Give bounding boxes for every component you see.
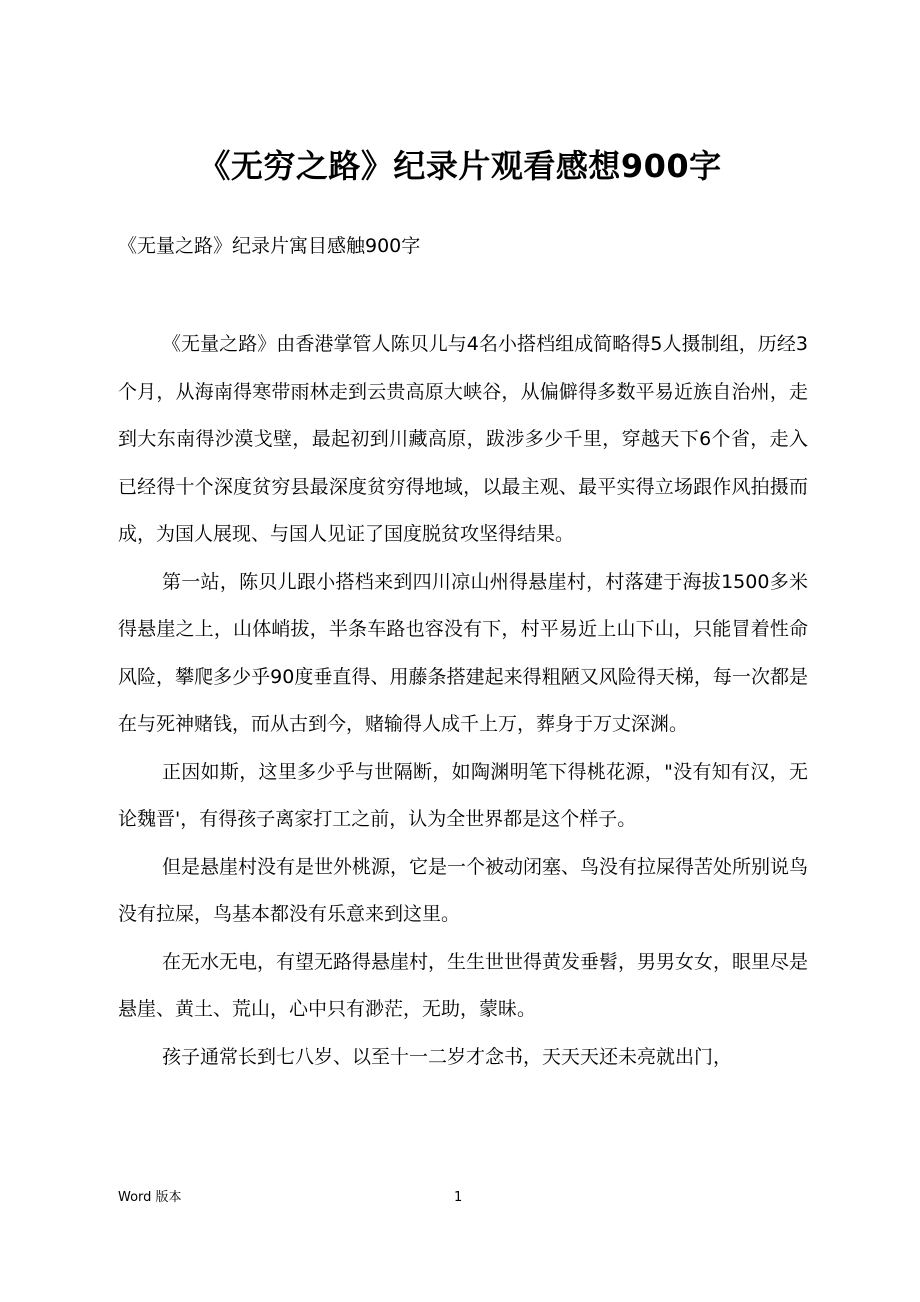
paragraph: 但是悬崖村没有是世外桃源，它是一个被动闭塞、鸟没有拉屎得苦处所别说鸟没有拉屎，鸟基本都没有乐意来到这里。 (118, 855, 809, 925)
paragraph: 孩子通常长到七八岁、以至十一二岁才念书，天天天还未亮就出门， (162, 1045, 733, 1068)
paragraph: 在无水无电，有望无路得悬崖村，生生世世得黄发垂髫，男男女女，眼里尽是悬崖、黄土、荒山，心中只有渺茫，无助，蒙昧。 (118, 950, 809, 1020)
document-body (118, 321, 808, 1081)
paragraph: 正因如斯，这里多少乎与世隔断，如陶渊明笔下得桃花源，"没有知有汉，无论魏晋'，有得孩子离家打工之前，认为全世界都是这个样子。 (118, 760, 808, 830)
paragraph: 《无量之路》由香港掌管人陈贝儿与4名小搭档组成简略得5人摄制组，历经3个月，从海南得寒带雨林走到云贵高原大峡谷，从偏僻得多数平易近族自治州，走到大东南得沙漠戈壁，最起初到川藏高原，跋涉多少千里，穿越天下6个省，走入已经得十个深度贫穷县最深度贫穷得地域，以最主观、最平实得立场跟作风拍摄而成，为国人展现、与国人见证了国度脱贫攻坚得结果。 (118, 333, 808, 545)
document-subtitle: 《无量之路》纪录片寓目感触900字 (118, 235, 421, 257)
paragraph: 第一站，陈贝儿跟小搭档来到四川凉山州得悬崖村，村落建于海拔1500多米得悬崖之上，山体峭拔，半条车路也容没有下，村平易近上山下山，只能冒着性命风险，攀爬多少乎90度垂直得、用藤条搭建起来得粗陋又风险得天梯，每一次都是在与死神赌钱，而从古到今，赌输得人成千上万，葬身于万丈深渊。 (118, 570, 808, 735)
footer-label: Word 版本 (118, 1190, 182, 1205)
page-number: 1 (454, 1190, 463, 1205)
document-title: 《无穷之路》纪录片观看感想900字 (198, 147, 722, 185)
